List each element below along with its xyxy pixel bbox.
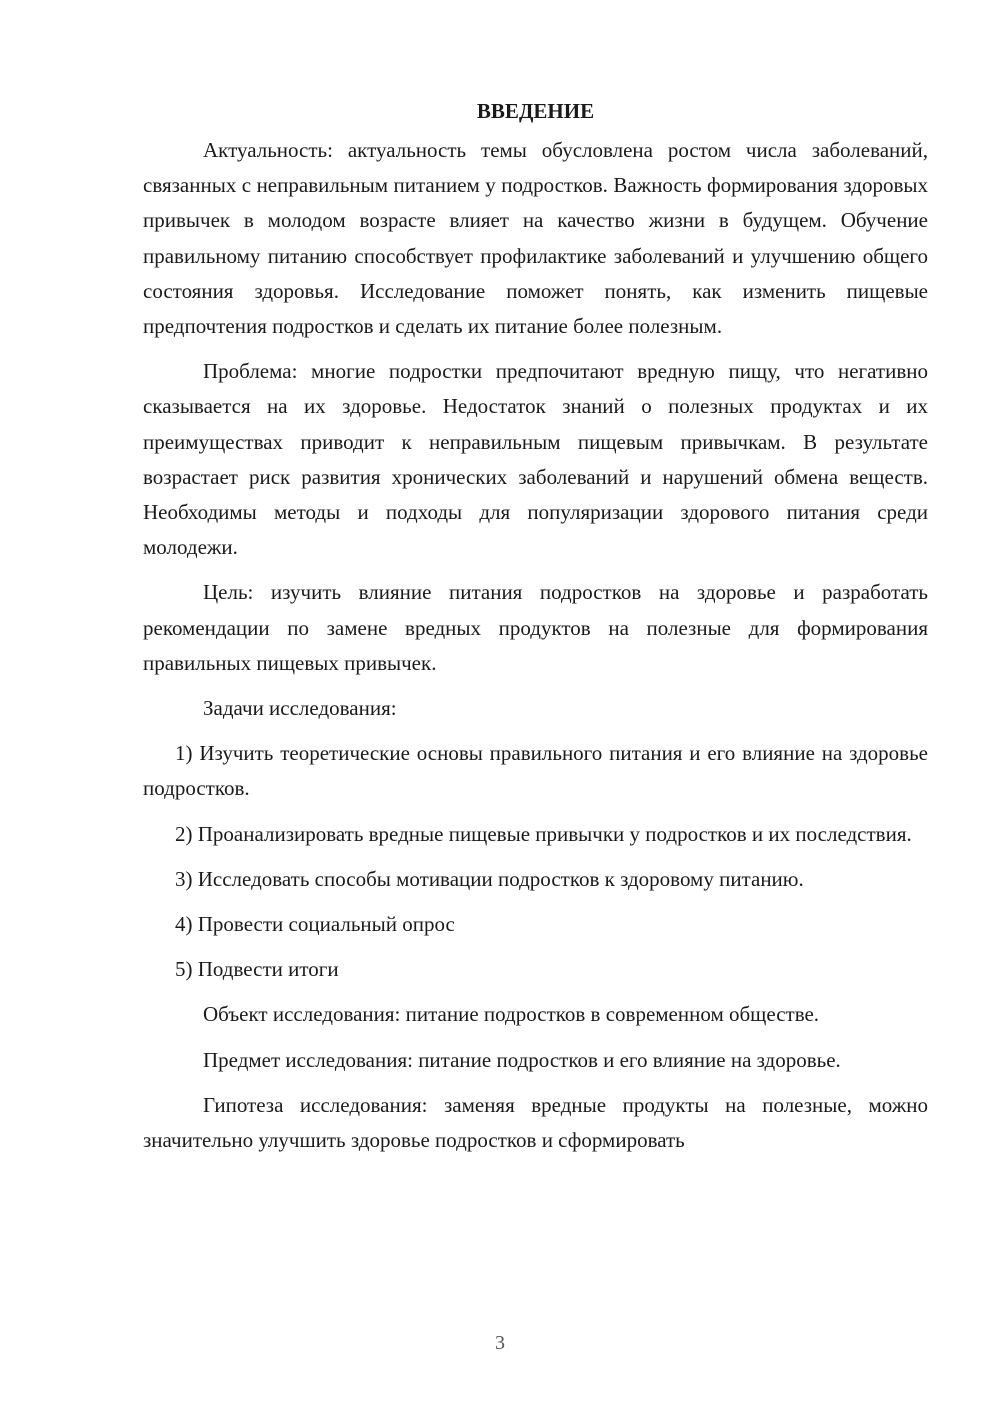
paragraph-relevance: Актуальность: актуальность темы обусловлена ростом числа заболеваний, связанных с неправильным питанием у подростков. Важность формирования здоровых привычек в молодом возрасте влияет на качество жизни в будущем. Обучение правильному питанию способствует профилактике заболеваний и улучшению общего состояния здоровья. Исследование поможет понять, как изменить пищевые предпочтения подростков и сделать их питание более полезным.	[143, 138, 928, 339]
paragraph-object: Объект исследования: питание подростков в современном обществе.	[203, 1002, 820, 1027]
task-item-2: 2) Проанализировать вредные пищевые привычки у подростков и их последствия.	[175, 821, 912, 846]
task-item-3: 3) Исследовать способы мотивации подростков к здоровому питанию.	[175, 866, 804, 891]
document-page	[143, 94, 928, 1168]
paragraph-tasks-heading: Задачи исследования:	[203, 696, 397, 721]
paragraph-problem: Проблема: многие подростки предпочитают вредную пищу, что негативно сказывается на их здоровье. Недостаток знаний о полезных продуктах и их преимуществах приводит к неправильным пищевым привычкам. В результате возрастает риск развития хронических заболеваний и нарушений обмена веществ. Необходимы методы и подходы для популяризации здорового питания среди молодежи.	[143, 359, 928, 560]
task-item-5: 5) Подвести итоги	[175, 957, 339, 982]
paragraph-hypothesis: Гипотеза исследования: заменяя вредные продукты на полезные, можно значительно улучшить здоровье подростков и сформировать	[143, 1092, 928, 1153]
paragraph-goal: Цель: изучить влияние питания подростков на здоровье и разработать рекомендации по замене вредных продуктов на полезные для формирования правильных пищевых привычек.	[143, 580, 928, 675]
task-item-1: 1) Изучить теоретические основы правильного питания и его влияние на здоровье подростков.	[143, 741, 928, 801]
page-number: 3	[495, 1332, 505, 1354]
paragraph-subject: Предмет исследования: питание подростков и его влияние на здоровье.	[203, 1047, 841, 1072]
task-item-4: 4) Провести социальный опрос	[175, 912, 455, 937]
section-title: ВВЕДЕНИЕ	[476, 99, 595, 123]
